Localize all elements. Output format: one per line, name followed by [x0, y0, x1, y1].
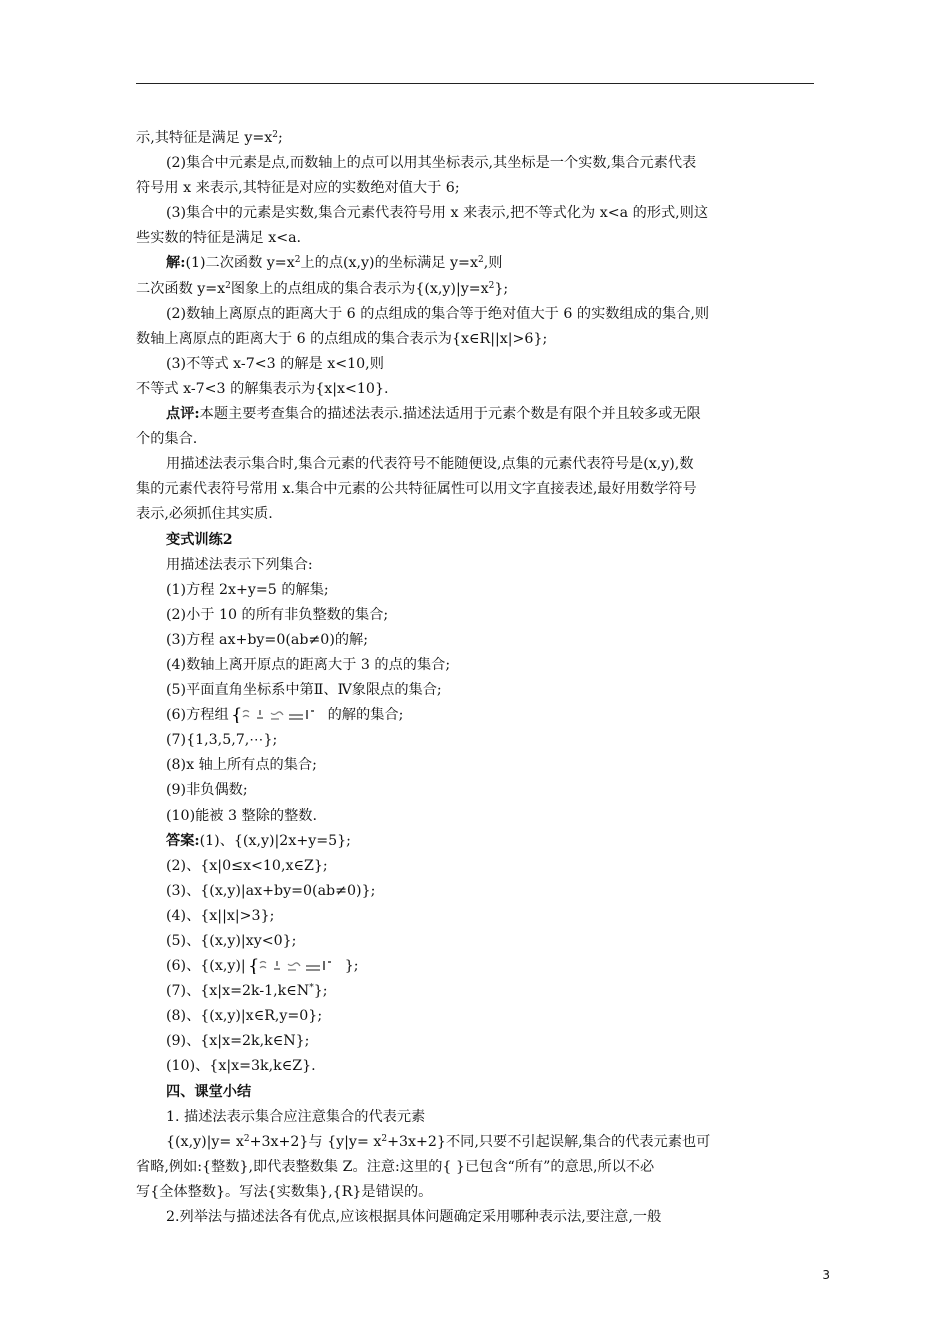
text-run: 二次函数 $y=x^2$图象上的点组成的集合表示为$\{(x,y)|y=x^2\}$;	[136, 280, 509, 297]
text-line	[136, 377, 816, 402]
text-run: 用描述法表示集合时,集合元素的代表符号不能随便设,点集的元素代表符号是(x,y),数	[166, 456, 694, 473]
text-line	[136, 477, 816, 502]
text-run: 些实数的特征是满足 x<a.	[136, 230, 302, 247]
text-line	[136, 302, 816, 327]
text-run: 用描述法表示下列集合:	[166, 556, 313, 573]
text-run: (7)、{x|x=2k-1,k∈N*};	[166, 983, 328, 1000]
svg-text:{: {	[230, 707, 243, 724]
text-run: (2)集合中元素是点,而数轴上的点可以用其坐标表示,其坐标是一个实数,集合元素代表	[166, 155, 697, 172]
text-line	[136, 1155, 816, 1180]
text-line	[136, 1205, 816, 1230]
svg-text:{: {	[247, 958, 260, 975]
text-run: };	[344, 958, 359, 975]
text-line	[136, 1004, 816, 1029]
text-run: (10)、{x|x=3k,k∈Z}.	[166, 1058, 316, 1075]
text-line	[136, 728, 816, 753]
text-line	[136, 126, 816, 151]
page-number: 3	[822, 1268, 830, 1282]
text-line	[136, 804, 816, 829]
text-line	[136, 553, 816, 578]
bold-label: 答案:	[166, 832, 200, 849]
text-line	[136, 1130, 816, 1155]
text-line	[136, 1054, 816, 1079]
text-run: (7){1,3,5,7,⋯};	[166, 732, 278, 749]
text-line	[136, 1029, 816, 1054]
text-run: (1)二次函数 $y=x^2$上的点(x,y)的坐标满足 $y=x^2$,则	[185, 255, 503, 272]
text-run: (9)、{x|x=2k,k∈N};	[166, 1033, 310, 1050]
bold-label: 解:	[166, 255, 186, 272]
text-line	[136, 653, 816, 678]
text-run: (5)、{(x,y)|xy<0};	[166, 933, 297, 949]
text-run: (2)、{x|0≤x<10,x∈Z};	[166, 857, 328, 874]
text-run: $\{(x,y)|y= x^2+3x+2\}$与 $\{y|y= x^2+3x+2\}$不同,只要不引起误解,集合的代表元素也可	[166, 1133, 711, 1150]
text-run: 1. 描述法表示集合应注意集合的代表元素	[166, 1108, 426, 1125]
text-run: 写{全体整数}。写法{实数集},{R}是错误的。	[136, 1183, 433, 1200]
text-run: 不等式 x-7<3 的解集表示为{x|x<10}.	[136, 380, 389, 397]
text-line	[136, 327, 816, 352]
bold-label: 变式训练2	[166, 531, 233, 548]
text-line	[136, 1105, 816, 1130]
text-run: (3)方程 ax+by=0(ab≠0)的解;	[166, 631, 369, 648]
text-run: (6)方程组	[166, 707, 229, 724]
text-run: (3)、{(x,y)|ax+by=0(ab≠0)};	[166, 882, 376, 899]
text-line	[136, 854, 816, 879]
text-run: (3)不等式 x-7<3 的解是 x<10,则	[166, 355, 384, 372]
text-run: (2)数轴上离原点的距离大于 6 的点组成的集合等于绝对值大于 6 的实数组成的集合,则	[166, 305, 710, 322]
document-body	[136, 126, 816, 1230]
text-line	[136, 979, 816, 1004]
equation-system-image	[248, 958, 343, 974]
text-run: 省略,例如:{整数},即代表整数集 Z。注意:这里的{ }已包含“所有”的意思,所以不必	[136, 1158, 655, 1175]
text-line	[136, 1180, 816, 1205]
text-run: (10)能被 3 整除的整数.	[166, 807, 317, 824]
text-run: 数轴上离原点的距离大于 6 的点组成的集合表示为{x∈R||x|>6};	[136, 330, 548, 347]
text-line	[136, 879, 816, 904]
text-run: (2)小于 10 的所有非负整数的集合;	[166, 606, 389, 623]
text-run: 表示,必须抓住其实质.	[136, 506, 273, 523]
text-run: (6)、{(x,y)|	[166, 958, 246, 975]
bold-label: 点评:	[166, 406, 200, 423]
text-run: 集的元素代表符号常用 x.集合中元素的公共特征属性可以用文字直接表述,最好用数学符号	[136, 481, 697, 498]
text-run: 示,其特征是满足 $y=x^2$;	[136, 130, 283, 146]
text-line	[136, 352, 816, 377]
text-line	[136, 151, 816, 176]
text-line	[136, 201, 816, 226]
text-line	[136, 954, 816, 979]
text-run: (5)平面直角坐标系中第Ⅱ、Ⅳ象限点的集合;	[166, 682, 442, 699]
text-run: (3)集合中的元素是实数,集合元素代表符号用 x 来表示,把不等式化为 x<a 的形式,则这	[166, 205, 709, 222]
text-line	[136, 251, 816, 276]
text-line	[136, 452, 816, 477]
text-line	[136, 678, 816, 703]
text-line	[136, 226, 816, 251]
text-run: (8)x 轴上所有点的集合;	[166, 757, 317, 774]
text-run: (4)数轴上离开原点的距离大于 3 的点的集合;	[166, 656, 451, 673]
text-line	[136, 829, 816, 854]
text-run: (1)方程 2x+y=5 的解集;	[166, 581, 329, 598]
text-line	[136, 753, 816, 778]
text-run: 个的集合.	[136, 431, 198, 448]
header-rule	[136, 83, 814, 84]
text-line	[136, 603, 816, 628]
text-run: (9)非负偶数;	[166, 782, 248, 799]
text-line	[136, 176, 816, 201]
text-line	[136, 402, 816, 427]
text-run: (4)、{x||x|>3};	[166, 907, 275, 924]
equation-system-image	[231, 707, 326, 723]
text-run: 的解的集合;	[327, 707, 404, 724]
text-line	[136, 578, 816, 603]
text-line	[136, 528, 816, 553]
text-line	[136, 778, 816, 803]
text-run: 符号用 x 来表示,其特征是对应的实数绝对值大于 6;	[136, 180, 460, 197]
text-line	[136, 703, 816, 728]
text-line	[136, 929, 816, 954]
text-line	[136, 628, 816, 653]
text-line	[136, 427, 816, 452]
text-run: (8)、{(x,y)|x∈R,y=0};	[166, 1008, 323, 1025]
text-line	[136, 277, 816, 302]
text-line	[136, 502, 816, 527]
text-line	[136, 1080, 816, 1105]
text-line	[136, 904, 816, 929]
text-run: 本题主要考查集合的描述法表示.描述法适用于元素个数是有限个并且较多或无限	[199, 406, 701, 423]
text-run: 2.列举法与描述法各有优点,应该根据具体问题确定采用哪种表示法,要注意,一般	[166, 1209, 662, 1226]
text-run: (1)、{(x,y)|2x+y=5};	[199, 832, 351, 849]
bold-label: 四、课堂小结	[166, 1083, 252, 1100]
